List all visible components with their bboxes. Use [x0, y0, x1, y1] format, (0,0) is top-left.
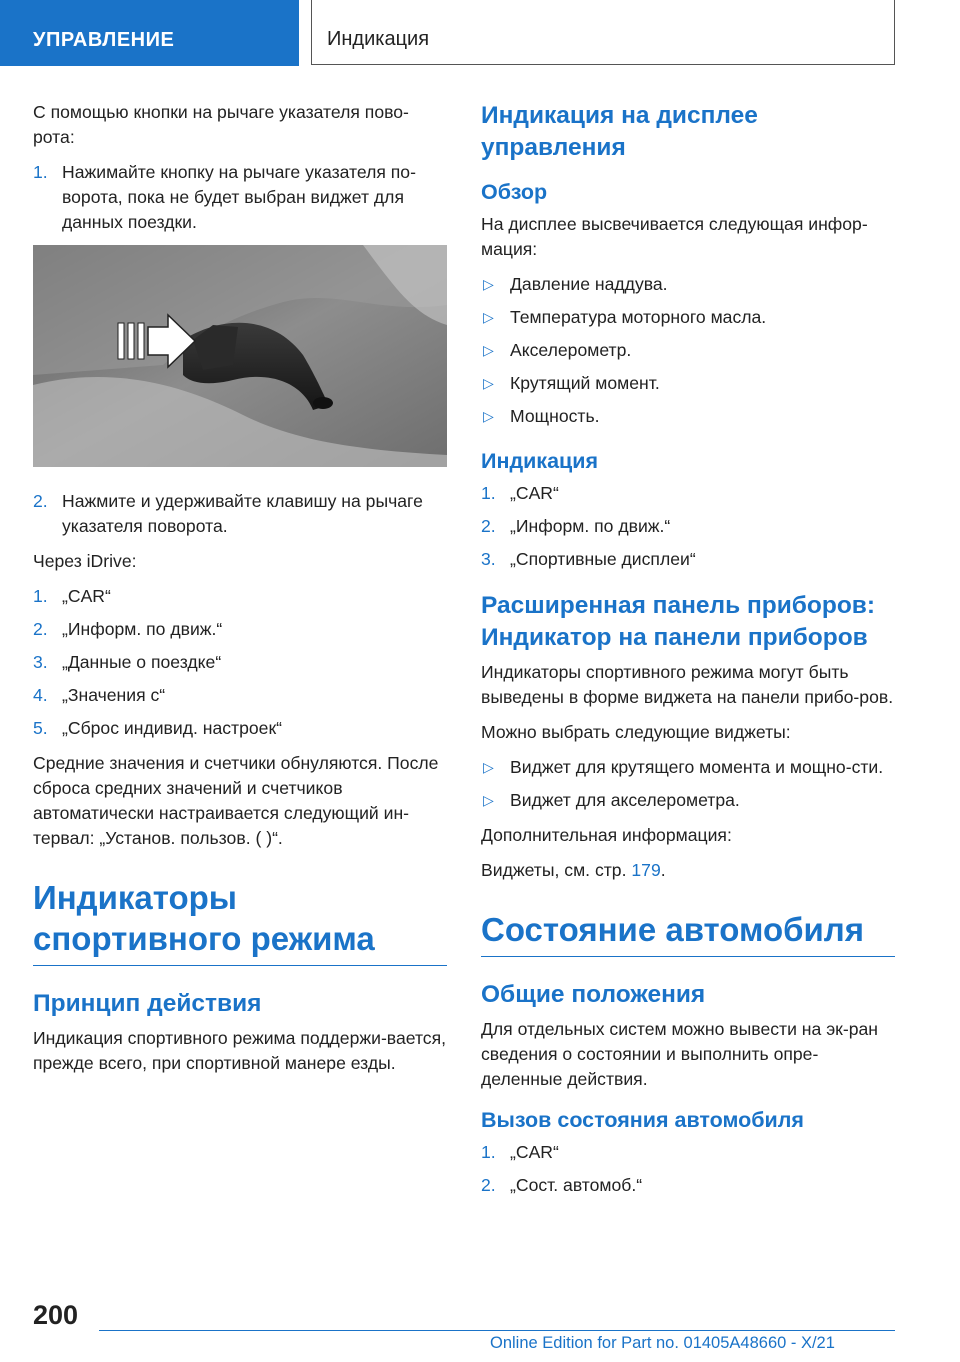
list-item-text: Температура моторного масла. [510, 307, 767, 327]
triangle-bullet-icon: ▷ [483, 792, 494, 808]
list-item [33, 683, 447, 708]
chapter-title: Индикация [327, 28, 430, 50]
step-text: „Спортивные дисплеи“ [510, 549, 696, 569]
more-info-label: Дополнительная информация: [481, 825, 732, 845]
step-number: 1. [33, 586, 48, 606]
widgets-ref-text: Виджеты, см. стр. [481, 860, 632, 880]
widgets-ref-end: . [660, 860, 666, 880]
idrive-label: Через iDrive: [33, 551, 137, 571]
step-text: „CAR“ [510, 483, 559, 503]
heading-principle: Принцип действия [33, 990, 262, 1017]
heading-sport-indicators: Индикаторы спортивного режима [33, 877, 447, 966]
step-number: 4. [33, 685, 48, 705]
principle-text: Индикация спортивного режима поддержи-вается, прежде всего, при спортивной манере езды. [33, 1028, 447, 1073]
list-item-text: Виджет для крутящего момента и мощно-сти. [510, 757, 884, 777]
step-text: Нажмите и удерживайте клавишу на рычаге указателя поворота. [62, 491, 423, 536]
list-item [481, 338, 895, 363]
step-text: „CAR“ [510, 1142, 559, 1162]
step-number: 2. [481, 1175, 496, 1195]
widgets-reference [481, 858, 895, 883]
page-number: 200 [33, 1300, 79, 1330]
step-number: 2. [33, 491, 48, 511]
step-text: „Информ. по движ.“ [510, 516, 671, 536]
heading-indication: Индикация [481, 449, 599, 473]
step-number: 1. [33, 162, 48, 182]
right-column [481, 100, 895, 1208]
list-item [481, 547, 895, 572]
heading-extended-panel: Расширенная панель приборов: Индикатор на панели приборов [481, 592, 876, 651]
section-tab: УПРАВЛЕНИЕ [0, 0, 299, 66]
list-item-text: Виджет для акселерометра. [510, 790, 740, 810]
step-text: „Данные о поездке“ [62, 652, 222, 672]
footer-edition: Online Edition for Part no. 01405A48660 - X/21 [490, 1334, 835, 1352]
step-text: „Значения с“ [62, 685, 166, 705]
list-item [33, 650, 447, 675]
step-text: „Сброс индивид. настроек“ [62, 718, 283, 738]
extended-text: Индикаторы спортивного режима могут быть выведены в форме виджета на панели прибо-ров. [481, 662, 894, 707]
list-item [481, 1173, 895, 1198]
triangle-bullet-icon: ▷ [483, 759, 494, 775]
indication-steps [481, 481, 895, 572]
step-number: 1. [481, 1142, 496, 1162]
list-item-text: Акселерометр. [510, 340, 632, 360]
triangle-bullet-icon: ▷ [483, 342, 494, 358]
step-number: 5. [33, 718, 48, 738]
step-number: 3. [33, 652, 48, 672]
step-text: „Сост. автомоб.“ [510, 1175, 643, 1195]
triangle-bullet-icon: ▷ [483, 309, 494, 325]
heading-overview: Обзор [481, 180, 548, 204]
list-item [481, 404, 895, 429]
list-item [481, 755, 895, 780]
overview-list [481, 272, 895, 429]
list-item [33, 584, 447, 609]
heading-vehicle-state: Состояние автомобиля [481, 909, 895, 957]
step-number: 2. [33, 619, 48, 639]
call-steps [481, 1140, 895, 1198]
list-item [481, 481, 895, 506]
left-column [33, 100, 447, 1086]
idrive-steps [33, 584, 447, 741]
triangle-bullet-icon: ▷ [483, 408, 494, 424]
list-item-text: Мощность. [510, 406, 600, 426]
page-link-179[interactable]: 179 [631, 860, 661, 880]
list-item [481, 788, 895, 813]
heading-general: Общие положения [481, 981, 706, 1008]
list-item [33, 716, 447, 741]
overview-text: На дисплее высвечивается следующая инфор-мация: [481, 214, 868, 259]
steps-list-b [33, 489, 447, 539]
list-item [481, 514, 895, 539]
heading-call-state: Вызов состояния автомобиля [481, 1108, 804, 1132]
page-header [0, 0, 960, 66]
steps-list-a [33, 160, 447, 235]
widget-list [481, 755, 895, 813]
list-item [33, 160, 447, 235]
step-text: „Информ. по движ.“ [62, 619, 223, 639]
list-item-text: Крутящий момент. [510, 373, 660, 393]
list-item [33, 617, 447, 642]
triangle-bullet-icon: ▷ [483, 375, 494, 391]
list-item [481, 272, 895, 297]
step-text: Нажимайте кнопку на рычаге указателя по-ворота, пока не будет выбран виджет для данных поездки. [62, 162, 416, 232]
list-item [481, 305, 895, 330]
triangle-bullet-icon: ▷ [483, 276, 494, 292]
step-number: 2. [481, 516, 496, 536]
general-text: Для отдельных систем можно вывести на эк-ран сведения о состоянии и выполнить опре-деленные действия. [481, 1019, 879, 1089]
step-number: 1. [481, 483, 496, 503]
list-item [33, 489, 447, 539]
list-item [481, 371, 895, 396]
reset-text: Средние значения и счетчики обнуляются. После сброса средних значений и счетчиков автоматически настраивается следующий ин-тервал: „Установ. пользов. ( )“. [33, 753, 439, 848]
list-item-text: Давление наддува. [510, 274, 668, 294]
heading-display-indication: Индикация на дисплее управления [481, 102, 758, 161]
list-item [481, 1140, 895, 1165]
step-number: 3. [481, 549, 496, 569]
intro-text: С помощью кнопки на рычаге указателя пово-рота: [33, 102, 409, 147]
footer-divider [99, 1330, 895, 1331]
widgets-label: Можно выбрать следующие виджеты: [481, 722, 791, 742]
step-text: „CAR“ [62, 586, 111, 606]
turn-signal-lever-photo [33, 245, 447, 467]
